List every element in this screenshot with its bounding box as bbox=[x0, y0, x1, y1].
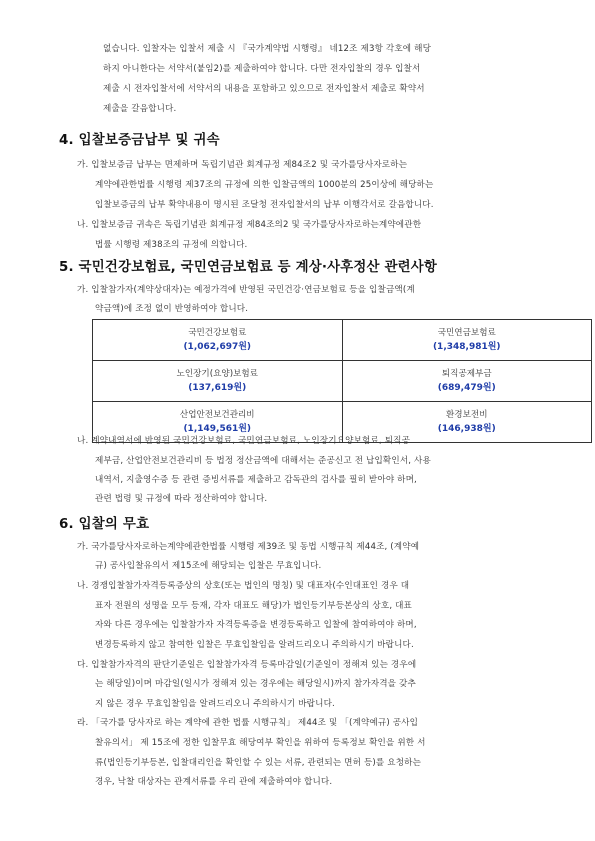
paragraph-line: 가. 입찰보증금 납부는 면제하며 독립기념관 회계규정 제84조2 및 국가를당사자로하는 bbox=[77, 160, 408, 170]
paragraph-line: 찰유의서」 제 15조에 정한 입찰무효 해당여부 확인을 위하여 등록정보 확인을 위한 서 bbox=[95, 738, 426, 748]
insurance-table bbox=[92, 319, 592, 443]
table-row bbox=[93, 320, 592, 361]
paragraph-line: 나. 계약내역서에 반영된 국민건강보험료, 국민연금보험료, 노인장기요양보험료, 퇴직공 bbox=[77, 436, 411, 446]
paragraph-line: 류(법인등기부등본, 입찰대리인을 확인할 수 있는 서류, 관련되는 면허 등)를 요청하는 bbox=[95, 758, 422, 768]
cell-label: 퇴직공제부금 bbox=[441, 369, 492, 379]
table-cell bbox=[93, 361, 343, 402]
paragraph-line: 가. 입찰참가자(계약상대자)는 예정가격에 반영된 국민건강·연금보험료 등을 입찰금액(계 bbox=[77, 285, 415, 295]
paragraph-line: 법률 시행령 제38조의 규정에 의합니다. bbox=[95, 240, 248, 250]
paragraph-line: 제출 시 전자입찰서에 서약서의 내용을 포함하고 있으므로 전자입찰서 제출로 확약서 bbox=[103, 84, 425, 94]
paragraph-line: 표자 전원의 성명을 모두 등재, 각자 대표도 해당)가 법인등기부등본상의 상호, 대표 bbox=[95, 601, 412, 611]
paragraph-line: 나. 입찰보증금 귀속은 독립기념관 회계규정 제84조의2 및 국가를당사자로하는계약에관한 bbox=[77, 220, 422, 230]
paragraph-line: 제출을 갈음합니다. bbox=[103, 104, 177, 114]
cell-label: 국민연금보험료 bbox=[437, 328, 496, 338]
paragraph-line: 관련 법령 및 규정에 따라 정산하여야 합니다. bbox=[95, 494, 268, 504]
cell-amount: (137,619원) bbox=[188, 383, 247, 393]
paragraph-line: 자와 다른 경우에는 입찰참가자 자격등록증을 변경등록하고 입찰에 참여하여야 하며, bbox=[95, 620, 417, 630]
cell-amount: (1,062,697원) bbox=[183, 342, 252, 352]
section-heading: 6. 입찰의 무효 bbox=[59, 517, 150, 532]
table-cell bbox=[93, 320, 343, 361]
paragraph-line: 내역서, 지출영수증 등 관련 증빙서류를 제출하고 감독관의 검사를 필히 받아야 하며, bbox=[95, 475, 417, 485]
paragraph-line: 경우, 낙찰 대상자는 관계서류를 우리 관에 제출하여야 합니다. bbox=[95, 777, 333, 787]
paragraph-line: 약금액)에 조정 없이 반영하여야 합니다. bbox=[95, 304, 249, 314]
paragraph-line: 다. 입찰참가자격의 판단기준일은 입찰참가자격 등록마감일(기준일이 정해져 있는 경우에 bbox=[77, 660, 417, 670]
paragraph-line: 라. 「국가를 당사자로 하는 계약에 관한 법률 시행규칙」 제44조 및 「(계약예규) 공사입 bbox=[77, 718, 419, 728]
paragraph-line: 가. 국가를당사자로하는계약에관한법률 시행령 제39조 및 동법 시행규칙 제44조, (계약예 bbox=[77, 542, 420, 552]
table-row bbox=[93, 361, 592, 402]
section-heading: 4. 입찰보증금납부 및 귀속 bbox=[59, 133, 220, 148]
paragraph-line: 나. 경쟁입찰참가자격등록증상의 상호(또는 법인의 명칭) 및 대표자(수인대표인 경우 대 bbox=[77, 581, 410, 591]
paragraph-line: 지 않은 경우 무효입찰임을 알려드리오니 주의하시기 바랍니다. bbox=[95, 699, 335, 709]
cell-label: 환경보전비 bbox=[445, 410, 488, 420]
paragraph-line: 없습니다. 입찰자는 입찰서 제출 시 『국가계약법 시행령』 네12조 제3항 각호에 해당 bbox=[103, 44, 432, 54]
cell-label: 국민건강보험료 bbox=[188, 328, 247, 338]
paragraph-line: 제부금, 산업안전보건관리비 등 법정 정산금액에 대해서는 준공신고 전 납입확인서, 사용 bbox=[95, 456, 431, 466]
table-cell bbox=[342, 361, 592, 402]
paragraph-line: 는 해당일)이며 마감일(일시가 정해져 있는 경우에는 해당일시)까지 참가자격을 갖추 bbox=[95, 679, 416, 689]
cell-amount: (689,479원) bbox=[437, 383, 496, 393]
cell-label: 노인장기(요양)보험료 bbox=[176, 369, 258, 379]
paragraph-line: 하지 아니한다는 서약서(붙임2)를 제출하여야 합니다. 다만 전자입찰의 경우 입찰서 bbox=[103, 64, 421, 74]
cell-amount: (1,149,561원) bbox=[183, 424, 252, 434]
cell-amount: (146,938원) bbox=[437, 424, 496, 434]
paragraph-line: 계약에관한법률 시행령 제37조의 규정에 의한 입찰금액의 1000분의 25이상에 해당하는 bbox=[95, 180, 434, 190]
cell-amount: (1,348,981원) bbox=[432, 342, 501, 352]
cell-label: 산업안전보건관리비 bbox=[179, 410, 255, 420]
paragraph-line: 규) 공사입찰유의서 제15조에 해당되는 입찰은 무효입니다. bbox=[95, 561, 322, 571]
section-heading: 5. 국민건강보험료, 국민연금보험료 등 계상·사후정산 관련사항 bbox=[59, 260, 438, 275]
paragraph-line: 입찰보증금의 납부 확약내용이 명시된 조달청 전자입찰서의 납부 이행각서로 갈음합니다. bbox=[95, 200, 434, 210]
paragraph-line: 변경등록하지 않고 참여한 입찰은 무효입찰임을 알려드리오니 주의하시기 바랍니다. bbox=[95, 640, 414, 650]
table-cell bbox=[342, 320, 592, 361]
